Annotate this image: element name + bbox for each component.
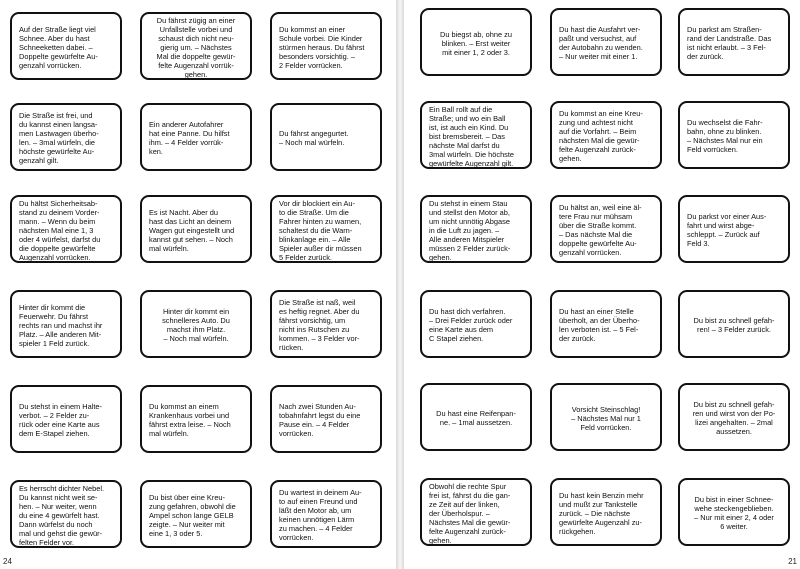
card-text: Du hast kein Benzin mehr und mußt zur Tankstelle zurück. – Die nächste gewürfelte Augenzahl zu- rückgehen.	[559, 490, 644, 536]
game-card	[420, 195, 532, 263]
game-card	[140, 480, 252, 548]
page-number: 21	[788, 557, 797, 566]
game-card	[270, 385, 382, 453]
card-text: Du biegst ab, ohne zu blinken. – Erst weiter mit einer 1, 2 oder 3.	[440, 29, 512, 57]
game-card	[10, 480, 122, 548]
game-card	[678, 383, 790, 451]
game-card	[140, 12, 252, 80]
card-text: Hinter dir kommt ein schnelleres Auto. Du machst ihm Platz. – Noch mal würfeln.	[162, 307, 230, 343]
card-text: Obwohl die rechte Spur frei ist, fährst du die gan- ze Zeit auf der linken, der Überholspur. – Nächstes Mal die gewür- felte Augenzahl zurück- gehen.	[429, 481, 511, 545]
card-text: Auf der Straße liegt viel Schnee. Aber du hast Schneeketten dabei. – Doppelte gewürfelte Au- genzahl vorrücken.	[19, 24, 98, 70]
card-text: Du bist in einer Schnee- wehe steckengeblieben. – Nur mit einer 2, 4 oder 6 weiter.	[694, 495, 774, 531]
card-text: Du stehst in einem Stau und stellst den Motor ab, um nicht unnötig Abgase in die Luft zu jagen. – Alle anderen Mitspieler müssen 2 Felder zurück- gehen.	[429, 198, 511, 262]
game-card	[678, 8, 790, 76]
game-card	[10, 385, 122, 453]
game-card	[420, 290, 532, 358]
card-text: Die Straße ist naß, weil es heftig regnet. Aber du fährst vorsichtig, um nicht ins Rutschen zu kommen. – 3 Felder vor- rücken.	[279, 298, 360, 352]
game-card	[140, 195, 252, 263]
game-card	[678, 290, 790, 358]
card-text: Die Straße ist frei, und du kannst einen langsa- men Lastwagen überho- len. – 3mal würfeln, die höchste gewürfelte Au- genzahl gilt.	[19, 111, 99, 165]
game-card	[420, 101, 532, 169]
card-text: Du fährst zügig an einer Unfallstelle vorbei und schaust dich nicht neu- gierig um. – Nächstes Mal die doppelte gewür- felte Augenzahl vorrük- gehen.	[156, 15, 236, 79]
game-card	[550, 383, 662, 451]
game-card	[140, 103, 252, 171]
card-text: Ein Ball rollt auf die Straße; und wo ein Ball ist, ist auch ein Kind. Du bist bremsbereit. – Das nächste Mal darfst du 3mal würfeln. Die höchste gewürfelte Augenzahl gilt.	[429, 104, 515, 168]
game-card	[420, 8, 532, 76]
game-card	[678, 101, 790, 169]
card-text: Du bist zu schnell gefah- ren und wirst von der Po- lizei angehalten. – 2mal aussetzen.	[692, 400, 776, 436]
game-card	[10, 195, 122, 263]
card-text: Ein anderer Autofahrer hat eine Panne. Du hilfst ihm. – 4 Felder vorrük- ken.	[149, 120, 230, 156]
card-text: Du parkst vor einer Aus- fahrt und wirst abge- schleppt. – Zurück auf Feld 3.	[687, 212, 767, 248]
card-text: Du kommst an eine Kreu- zung und achtest nicht auf die Vorfahrt. – Beim nächsten Mal die gewür- felte Augenzahl zurück- gehen.	[559, 109, 643, 163]
game-card	[270, 480, 382, 548]
game-card	[10, 103, 122, 171]
card-text: Du hast die Ausfahrt ver- paßt und versuchst, auf der Autobahn zu wenden. – Nur weiter mit einer 1.	[559, 25, 643, 61]
card-text: Du fährst angegurtet. – Noch mal würfeln.	[279, 129, 349, 147]
card-text: Du hältst Sicherheitsab- stand zu deinem Vorder- mann. – Wenn du beim nächsten Mal eine 1, 3 oder 4 würfelst, darfst du die doppelte gewürfelte Augenzahl vorrücken.	[19, 198, 101, 262]
card-text: Vorsicht Steinschlag! – Nächstes Mal nur 1 Feld vorrücken.	[571, 404, 641, 432]
card-text: Hinter dir kommt die Feuerwehr. Du fährst rechts ran und machst ihr Platz. – Alle anderen Mit- spieler 1 Feld zurück.	[19, 302, 103, 348]
card-text: Du wartest in deinem Au- to auf einen Freund und läßt den Motor ab, um keinen unnötigen Lärm zu machen. – 4 Felder vorrücken.	[279, 488, 362, 542]
game-card	[140, 290, 252, 358]
game-card	[270, 12, 382, 80]
game-card	[420, 383, 532, 451]
card-text: Du kommst an einem Krankenhaus vorbei und fährst extra leise. – Noch mal würfeln.	[149, 402, 231, 438]
game-card	[550, 478, 662, 546]
game-card	[10, 12, 122, 80]
card-text: Du stehst in einem Halte- verbot. – 2 Felder zu- rück oder eine Karte aus dem E-Stapel ziehen.	[19, 402, 102, 438]
game-card	[550, 195, 662, 263]
game-card	[678, 478, 790, 546]
game-card	[140, 385, 252, 453]
card-text: Du kommst an einer Schule vorbei. Die Kinder stürmen heraus. Du fährst besonders vorsichtig. – 2 Felder vorrücken.	[279, 24, 365, 70]
game-card	[10, 290, 122, 358]
game-card	[270, 195, 382, 263]
game-card	[678, 195, 790, 263]
left-page	[0, 0, 396, 569]
book-gutter	[396, 0, 404, 569]
card-text: Nach zwei Stunden Au- tobahnfahrt legst du eine Pause ein. – 4 Felder vorrücken.	[279, 402, 361, 438]
game-card	[550, 290, 662, 358]
card-text: Vor dir blockiert ein Au- to die Straße. Um die Fahrer hinten zu warnen, schaltest du die Warn- blinkanlage ein. – Alle Spieler außer dir müssen 5 Felder zurück.	[279, 198, 362, 262]
game-card	[550, 101, 662, 169]
card-text: Du hast an einer Stelle überholt, an der Überho- len verboten ist. – 5 Fel- der zurück.	[559, 307, 640, 343]
card-text: Es ist Nacht. Aber du hast das Licht an deinem Wagen gut eingestellt und kannst gut sehen. – Noch mal würfeln.	[149, 207, 235, 253]
card-text: Du bist über eine Kreu- zung gefahren, obwohl die Ampel schon lange GELB zeigte. – Nur weiter mit eine 1, 3 oder 5.	[149, 492, 236, 538]
card-text: Du hast eine Reifenpan- ne. – 1mal aussetzen.	[436, 409, 516, 427]
card-text: Du bist zu schnell gefah- ren! – 3 Felder zurück.	[693, 316, 775, 334]
game-card	[550, 8, 662, 76]
page-number: 24	[3, 557, 12, 566]
card-text: Du hältst an, weil eine äl- tere Frau nur mühsam über die Straße kommt. – Das nächste Mal die doppelte gewürfelte Au- genzahl vorrücken.	[559, 203, 642, 257]
card-text: Du wechselst die Fahr- bahn, ohne zu blinken. – Nächstes Mal nur ein Feld vorrücken.	[687, 118, 763, 154]
card-text: Es herrscht dichter Nebel. Du kannst nicht weit se- hen. – Nur weiter, wenn du eine 4 gewürfelt hast. Dann würfelst du noch mal und gehst die gewür- felten Felder vor.	[19, 483, 105, 547]
right-page	[404, 0, 800, 569]
game-card	[420, 478, 532, 546]
card-text: Du parkst am Straßen- rand der Landstraße. Das ist nicht erlaubt. – 3 Fel- der zurück.	[687, 25, 772, 61]
card-text: Du hast dich verfahren. – Drei Felder zurück oder eine Karte aus dem C Stapel ziehen.	[429, 307, 513, 343]
game-card	[270, 103, 382, 171]
game-card	[270, 290, 382, 358]
